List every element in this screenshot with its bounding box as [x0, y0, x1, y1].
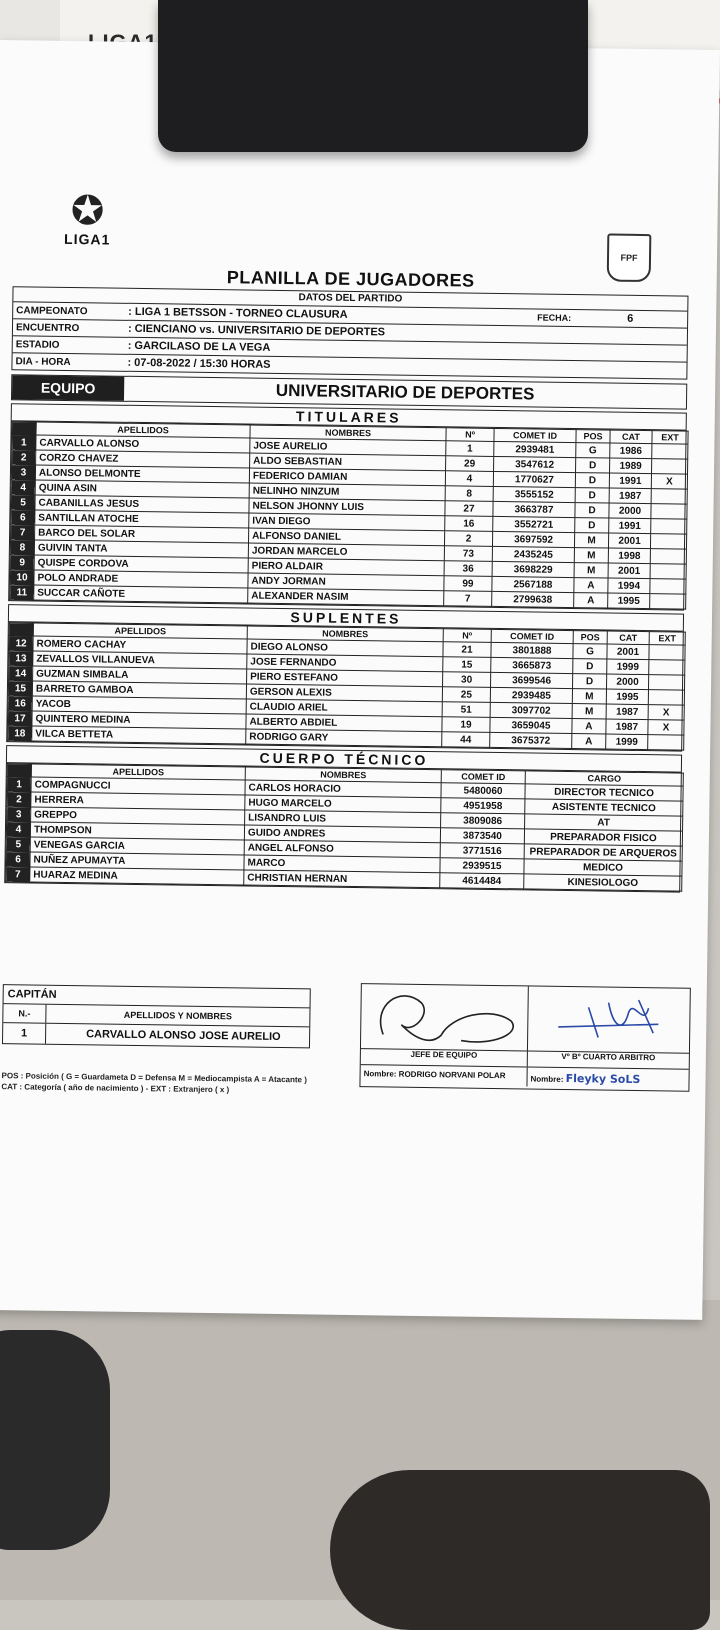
- row-index: 18: [8, 726, 32, 741]
- cell-num: 44: [442, 732, 490, 748]
- header-ext: EXT: [649, 632, 685, 646]
- cell-nombres: ANGEL ALFONSO: [244, 840, 440, 858]
- cell-cat: 1991: [609, 518, 651, 534]
- cell-ext: [650, 534, 686, 550]
- cell-cat: 2001: [608, 533, 650, 549]
- cell-num: 29: [446, 456, 494, 472]
- subs-rows: [8, 636, 685, 750]
- cell-nombres: CLAUDIO ARIEL: [246, 699, 442, 717]
- cell-apellidos: BARCO DEL SOLAR: [35, 525, 249, 543]
- row-index: 3: [7, 807, 31, 822]
- staff-table: [5, 763, 684, 891]
- cell-pos: M: [574, 548, 608, 563]
- cell-num: 8: [445, 486, 493, 502]
- cell-cat: 1986: [610, 443, 652, 459]
- cell-cat: 1998: [608, 548, 650, 564]
- cell-apellidos: GREPPO: [31, 807, 245, 825]
- cell-cargo: PREPARADOR FISICO: [524, 829, 682, 846]
- cell-comet: 2939485: [490, 687, 572, 703]
- row-index: 14: [9, 666, 33, 681]
- starters-section: [8, 403, 687, 610]
- cell-pos: D: [575, 503, 609, 518]
- cell-apellidos: HERRERA: [31, 792, 245, 810]
- cell-apellidos: NUÑEZ APUMAYTA: [30, 852, 244, 870]
- header-cat: CAT: [607, 631, 649, 645]
- cell-cargo: MEDICO: [524, 859, 682, 876]
- cell-comet: 5480060: [441, 783, 525, 799]
- match-value: : 07-08-2022 / 15:30 HORAS: [127, 356, 271, 371]
- cell-apellidos: COMPAGNUCCI: [31, 777, 245, 795]
- cell-ext: [652, 459, 688, 475]
- row-index: 7: [11, 525, 35, 540]
- row-index: 5: [11, 495, 35, 510]
- starters-rows: [10, 435, 688, 609]
- cell-apellidos: BARRETO GAMBOA: [32, 681, 246, 699]
- cell-nombres: NELINHO NINZUM: [249, 483, 445, 501]
- captain-names-label: APELLIDOS Y NOMBRES: [123, 1009, 233, 1022]
- cell-pos: A: [574, 578, 608, 593]
- cell-ext: [648, 690, 684, 706]
- cell-ext: [651, 489, 687, 505]
- cell-comet: 3665873: [491, 657, 573, 673]
- cell-cat: 1999: [606, 734, 648, 750]
- cell-comet: 3873540: [440, 828, 524, 844]
- cell-comet: 2939481: [494, 441, 576, 457]
- match-label: DIA - HORA: [15, 355, 71, 368]
- team-manager-name: Nombre: RODRIGO NORVANI POLAR: [360, 1064, 526, 1086]
- cell-nombres: PIERO ALDAIR: [248, 558, 444, 576]
- cell-nombres: JOSE AURELIO: [250, 438, 446, 456]
- cell-num: 73: [444, 546, 492, 562]
- row-index: 12: [9, 636, 33, 651]
- cell-apellidos: QUINTERO MEDINA: [32, 711, 246, 729]
- row-index: 16: [8, 696, 32, 711]
- cell-apellidos: CORZO CHAVEZ: [36, 450, 250, 468]
- cell-ext: X: [648, 705, 684, 721]
- cell-pos: M: [574, 533, 608, 548]
- cell-pos: A: [572, 719, 606, 734]
- cell-apellidos: VILCA BETTETA: [32, 726, 246, 744]
- cell-num: 21: [443, 642, 491, 658]
- cell-nombres: GUIDO ANDRES: [244, 825, 440, 843]
- legend: [1, 1070, 307, 1096]
- fourth-referee-name: [527, 1066, 688, 1088]
- header-num: Nº: [443, 629, 491, 643]
- fecha-value: 6: [627, 312, 634, 325]
- legend-line: POS : Posición ( G = Guardameta D = Defensa M = Mediocampista A = Atacante ): [1, 1071, 307, 1085]
- cell-cat: 2001: [608, 563, 650, 579]
- row-index: 9: [10, 555, 34, 570]
- row-index: 15: [8, 681, 32, 696]
- cell-pos: M: [574, 563, 608, 578]
- row-index: 10: [10, 570, 34, 585]
- row-index: 11: [10, 585, 34, 600]
- team-manager-signature: [360, 984, 528, 1086]
- cell-apellidos: SANTILLAN ATOCHE: [35, 510, 249, 528]
- cell-apellidos: ALONSO DELMONTE: [35, 465, 249, 483]
- row-index: 7: [6, 867, 30, 882]
- match-value: : GARCILASO DE LA VEGA: [127, 339, 271, 354]
- cell-comet: 3699546: [491, 672, 573, 688]
- cell-comet: 3663787: [493, 501, 575, 517]
- row-index: 8: [10, 540, 34, 555]
- fourth-referee-caption: Vº Bº CUARTO ARBITRO: [528, 1050, 689, 1062]
- cell-num: 15: [443, 657, 491, 673]
- cell-nombres: JOSE FERNANDO: [247, 654, 443, 672]
- captain-number: 1: [3, 1023, 46, 1044]
- cell-ext: [648, 735, 684, 751]
- match-value: : CIENCIANO vs. UNIVERSITARIO DE DEPORTES: [127, 322, 386, 339]
- row-index: 6: [11, 510, 35, 525]
- cell-cargo: ASISTENTE TECNICO: [525, 799, 683, 816]
- captain-n-label: N.-: [3, 1004, 46, 1023]
- cell-ext: [650, 564, 686, 580]
- legend-line: CAT : Categoría ( año de nacimiento ) - EXT : Extranjero ( x ): [1, 1082, 230, 1095]
- header-apellidos: APELLIDOS: [36, 422, 250, 438]
- team-label: EQUIPO: [12, 375, 124, 401]
- cell-ext: [649, 645, 685, 661]
- header-ext: EXT: [652, 431, 688, 445]
- subs-title: SUPLENTES: [9, 605, 683, 631]
- cell-num: 19: [442, 717, 490, 733]
- row-index: 17: [8, 711, 32, 726]
- cell-nombres: CHRISTIAN HERNAN: [244, 870, 440, 888]
- fourth-referee-signature: [527, 986, 689, 1088]
- cell-num: 27: [445, 501, 493, 517]
- shoe-right: [330, 1470, 710, 1630]
- captain-box: [2, 984, 311, 1048]
- cell-nombres: RODRIGO GARY: [246, 729, 442, 747]
- cell-cat: 2001: [607, 644, 649, 660]
- cell-comet: 3659045: [490, 717, 572, 733]
- cell-comet: 1770627: [493, 471, 575, 487]
- cell-pos: M: [572, 689, 606, 704]
- header-pos: POS: [576, 430, 610, 443]
- header-cargo: CARGO: [525, 771, 683, 786]
- cell-cargo: PREPARADOR DE ARQUEROS: [524, 844, 682, 861]
- cell-apellidos: SUCCAR CAÑOTE: [34, 585, 248, 603]
- signature-scribble-icon: [528, 986, 690, 1052]
- cell-nombres: ALDO SEBASTIAN: [250, 453, 446, 471]
- match-label: ENCUENTRO: [15, 321, 80, 334]
- cell-ext: [650, 579, 686, 595]
- cell-cat: 1987: [606, 704, 648, 720]
- match-data-box: [11, 286, 688, 379]
- cell-nombres: MARCO: [244, 855, 440, 873]
- cell-comet: 3675372: [490, 732, 572, 748]
- header-comet: COMET ID: [491, 629, 573, 643]
- cell-num: 30: [443, 672, 491, 688]
- cell-ext: [651, 504, 687, 520]
- header-pos: POS: [573, 631, 607, 644]
- cell-nombres: IVAN DIEGO: [249, 513, 445, 531]
- header-comet: COMET ID: [441, 770, 525, 784]
- cell-nombres: ALEXANDER NASIM: [248, 588, 444, 606]
- subs-table: [7, 622, 686, 750]
- header-apellidos: APELLIDOS: [33, 623, 247, 639]
- cell-apellidos: THOMPSON: [30, 822, 244, 840]
- row-index: 5: [6, 837, 30, 852]
- header-nombres: NOMBRES: [247, 626, 443, 642]
- cell-nombres: LISANDRO LUIS: [245, 810, 441, 828]
- cell-apellidos: CABANILLAS JESUS: [35, 495, 249, 513]
- subs-section: [6, 604, 684, 751]
- starters-title: TITULARES: [12, 404, 686, 430]
- liga1-logo-text: LIGA1: [63, 230, 111, 248]
- cell-pos: A: [574, 593, 608, 608]
- cell-cat: 1991: [609, 473, 651, 489]
- captain-nombres: JOSE AURELIO: [199, 1029, 281, 1044]
- cell-cat: 2000: [609, 503, 651, 519]
- captain-title: CAPITÁN: [4, 985, 310, 1008]
- match-value: : LIGA 1 BETSSON - TORNEO CLAUSURA: [128, 305, 348, 321]
- cell-num: 7: [444, 591, 492, 607]
- cell-pos: G: [573, 644, 607, 659]
- page-title: PLANILLA DE JUGADORES: [226, 267, 475, 291]
- header-number-cell: [7, 764, 31, 777]
- header-num: Nº: [446, 428, 494, 442]
- cell-pos: M: [572, 704, 606, 719]
- cell-apellidos: CARVALLO ALONSO: [36, 435, 250, 453]
- row-index: 4: [6, 822, 30, 837]
- row-index: 1: [12, 435, 36, 450]
- star-icon: ✪: [70, 189, 105, 234]
- cell-cat: 1995: [608, 593, 650, 609]
- row-index: 2: [12, 450, 36, 465]
- row-index: 6: [6, 852, 30, 867]
- header-cat: CAT: [610, 430, 652, 444]
- row-index: 2: [7, 792, 31, 807]
- header-number-cell: [9, 623, 33, 636]
- match-data-title: DATOS DEL PARTIDO: [13, 287, 687, 311]
- staff-title: CUERPO TÉCNICO: [7, 746, 681, 772]
- cell-ext: [648, 675, 684, 691]
- header-nombres: NOMBRES: [245, 767, 441, 783]
- cell-cargo: KINESIOLOGO: [524, 874, 682, 891]
- cell-nombres: CARLOS HORACIO: [245, 780, 441, 798]
- cell-comet: 2567188: [492, 576, 574, 592]
- cell-cat: 1995: [606, 689, 648, 705]
- cell-ext: X: [648, 720, 684, 736]
- cell-cat: 1989: [610, 458, 652, 474]
- cell-nombres: PIERO ESTEFANO: [247, 669, 443, 687]
- staff-section: [4, 745, 682, 892]
- cell-comet: 2799638: [492, 591, 574, 607]
- fourth-referee-handwritten-name: Fleyky SoLS: [565, 1072, 641, 1087]
- cell-nombres: DIEGO ALONSO: [247, 639, 443, 657]
- cell-ext: [650, 549, 686, 565]
- cell-pos: D: [575, 518, 609, 533]
- cell-cargo: DIRECTOR TECNICO: [525, 784, 683, 801]
- cell-ext: [649, 660, 685, 676]
- cell-apellidos: POLO ANDRADE: [34, 570, 248, 588]
- cell-apellidos: GUIVIN TANTA: [34, 540, 248, 558]
- header-comet: COMET ID: [494, 428, 576, 442]
- black-folder: [158, 0, 588, 152]
- cell-cargo: AT: [525, 814, 683, 831]
- signatures-box: [359, 983, 690, 1092]
- cell-nombres: ALBERTO ABDIEL: [246, 714, 442, 732]
- header-apellidos: APELLIDOS: [31, 764, 245, 780]
- row-index: 13: [9, 651, 33, 666]
- cell-pos: D: [576, 458, 610, 473]
- match-label: ESTADIO: [15, 338, 60, 351]
- cell-num: 36: [444, 561, 492, 577]
- cell-pos: D: [575, 488, 609, 503]
- cell-comet: 4614484: [440, 873, 524, 889]
- player-sheet-paper: [0, 40, 720, 1320]
- fpf-logo: FPF: [607, 233, 652, 282]
- cell-pos: G: [576, 443, 610, 458]
- cell-pos: D: [573, 659, 607, 674]
- cell-num: 16: [445, 516, 493, 532]
- header-number-cell: [12, 422, 36, 435]
- cell-cat: 2000: [606, 674, 648, 690]
- cell-cat: 1994: [608, 578, 650, 594]
- cell-ext: X: [651, 474, 687, 490]
- cell-comet: 3097702: [490, 702, 572, 718]
- cell-comet: 3801888: [491, 642, 573, 658]
- team-manager-caption: JEFE DE EQUIPO: [361, 1048, 527, 1060]
- liga1-logo: [57, 191, 118, 262]
- cell-nombres: JORDAN MARCELO: [248, 543, 444, 561]
- starters-table: [9, 421, 688, 609]
- fourth-referee-name-label: Nombre:: [530, 1074, 564, 1084]
- cell-ext: [652, 444, 688, 460]
- signature-scribble-icon: [361, 984, 528, 1050]
- match-label: CAMPEONATO: [16, 304, 88, 317]
- row-index: 4: [11, 480, 35, 495]
- cell-ext: [651, 519, 687, 535]
- cell-cat: 1987: [606, 719, 648, 735]
- cell-apellidos: QUISPE CORDOVA: [34, 555, 248, 573]
- cell-apellidos: QUINA ASIN: [35, 480, 249, 498]
- cell-comet: 3555152: [493, 486, 575, 502]
- cell-nombres: ALFONSO DANIEL: [249, 528, 445, 546]
- cell-num: 99: [444, 576, 492, 592]
- cell-nombres: FEDERICO DAMIAN: [249, 468, 445, 486]
- cell-apellidos: GUZMAN SIMBALA: [33, 666, 247, 684]
- row-index: 1: [7, 777, 31, 792]
- cell-apellidos: HUARAZ MEDINA: [30, 867, 244, 885]
- header-nombres: NOMBRES: [250, 425, 446, 441]
- cell-comet: 3809086: [441, 813, 525, 829]
- cell-num: 25: [442, 687, 490, 703]
- cell-pos: D: [575, 473, 609, 488]
- captain-row: [3, 1023, 309, 1047]
- cell-comet: 3698229: [492, 561, 574, 577]
- captain-apellidos: CARVALLO ALONSO: [86, 1028, 196, 1042]
- cell-cat: 1987: [609, 488, 651, 504]
- cell-nombres: NELSON JHONNY LUIS: [249, 498, 445, 516]
- cell-num: 1: [446, 441, 494, 457]
- cell-comet: 3697592: [492, 531, 574, 547]
- cell-cat: 1999: [607, 659, 649, 675]
- fecha-label: FECHA:: [537, 312, 572, 324]
- cell-comet: 4951958: [441, 798, 525, 814]
- cell-num: 2: [444, 531, 492, 547]
- cell-nombres: ANDY JORMAN: [248, 573, 444, 591]
- cell-apellidos: VENEGAS GARCIA: [30, 837, 244, 855]
- cell-apellidos: ROMERO CACHAY: [33, 636, 247, 654]
- cell-pos: D: [573, 674, 607, 689]
- row-index: 3: [11, 465, 35, 480]
- player-sheet-form: [4, 262, 689, 892]
- cell-num: 51: [442, 702, 490, 718]
- team-name: UNIVERSITARIO DE DEPORTES: [275, 380, 535, 404]
- cell-comet: 2939515: [440, 858, 524, 874]
- cell-comet: 3771516: [440, 843, 524, 859]
- cell-nombres: HUGO MARCELO: [245, 795, 441, 813]
- shoe-left: [0, 1330, 110, 1550]
- cell-ext: [650, 594, 686, 610]
- cell-comet: 3552721: [493, 516, 575, 532]
- cell-nombres: GERSON ALEXIS: [246, 684, 442, 702]
- cell-apellidos: ZEVALLOS VILLANUEVA: [33, 651, 247, 669]
- cell-num: 4: [445, 471, 493, 487]
- cell-comet: 2435245: [492, 546, 574, 562]
- cell-comet: 3547612: [494, 456, 576, 472]
- staff-rows: [6, 777, 683, 891]
- cell-apellidos: YACOB: [32, 696, 246, 714]
- cell-pos: A: [572, 734, 606, 749]
